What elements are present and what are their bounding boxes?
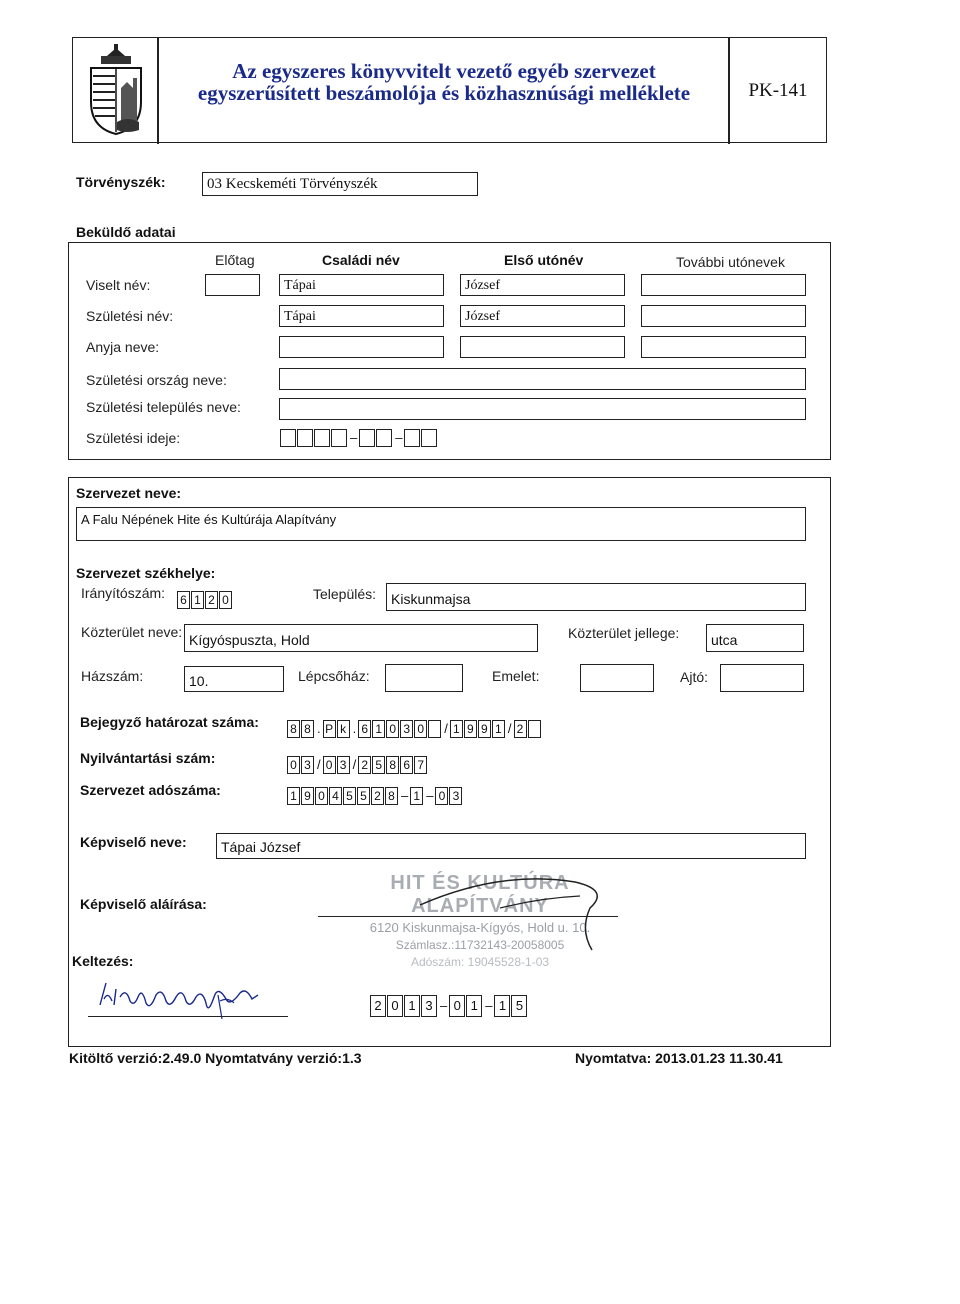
record-number-separator: / (352, 757, 357, 772)
record-number-digit-cell[interactable]: 3 (337, 756, 350, 774)
birth-date-month-cell[interactable] (376, 429, 392, 447)
city-label: Település: (313, 586, 377, 602)
street-type-label: Közterület jellege: (568, 625, 680, 641)
decision-number-digit-cell[interactable]: P (323, 720, 336, 738)
birth-date-boxes (280, 428, 438, 448)
decision-number-label: Bejegyző határozat száma: (80, 714, 259, 730)
stamp-signature-scribble (380, 860, 640, 965)
date-digit-cell[interactable]: 2 (370, 995, 386, 1017)
used-name-further-field[interactable] (641, 274, 806, 296)
used-name-family-field[interactable]: Tápai (279, 274, 444, 296)
record-number-separator: / (317, 757, 321, 772)
stamp-line-3: Számlasz.:11732143-20058005 (395, 938, 565, 952)
date-digit-cell[interactable]: 1 (494, 995, 510, 1017)
record-number-digit-cell[interactable]: 0 (323, 756, 336, 774)
date-digit-cell[interactable]: 5 (511, 995, 527, 1017)
tax-number-digit-cell[interactable]: 4 (329, 787, 342, 805)
birth-date-year-cell[interactable] (297, 429, 313, 447)
handwritten-signature (90, 975, 290, 1028)
birth-date-dash: – (395, 430, 403, 445)
decision-number-digit-cell[interactable]: 3 (400, 720, 413, 738)
date-separator: – (440, 998, 448, 1013)
tax-number-digit-cell[interactable]: 8 (385, 787, 398, 805)
mother-name-further-field[interactable] (641, 336, 806, 358)
org-name-field[interactable]: A Falu Népének Hite és Kultúrája Alapítvány (76, 507, 806, 541)
decision-number-separator: / (507, 721, 512, 736)
tax-number-digit-cell[interactable]: 5 (357, 787, 370, 805)
decision-number-boxes (287, 719, 542, 739)
date-signature-line (88, 1016, 288, 1017)
date-digit-cell[interactable]: 1 (466, 995, 482, 1017)
birth-date-day-cell[interactable] (404, 429, 420, 447)
zip-digit-cell[interactable]: 2 (205, 591, 218, 609)
birth-date-day-cell[interactable] (421, 429, 437, 447)
form-title (159, 60, 729, 104)
decision-number-digit-cell[interactable]: k (337, 720, 350, 738)
tax-number-digit-cell[interactable]: 5 (343, 787, 356, 805)
floor-field[interactable] (580, 664, 654, 692)
mother-name-family-field[interactable] (279, 336, 444, 358)
form-header (72, 37, 827, 143)
birth-date-label: Születési ideje: (86, 430, 181, 446)
form-title-line-1: Az egyszeres könyvvitelt vezető egyéb szervezet (232, 59, 656, 83)
street-type-field[interactable]: utca (706, 624, 804, 652)
record-number-digit-cell[interactable]: 7 (414, 756, 427, 774)
house-number-label: Házszám: (81, 668, 144, 684)
column-first-name: Első utónév (504, 252, 584, 268)
staircase-label: Lépcsőház: (298, 668, 370, 684)
record-number-label: Nyilvántartási szám: (80, 750, 216, 766)
decision-number-digit-cell[interactable]: 8 (301, 720, 314, 738)
court-field[interactable]: 03 Kecskeméti Törvényszék (202, 172, 478, 196)
zip-digit-cell[interactable]: 1 (191, 591, 204, 609)
record-number-digit-cell[interactable]: 0 (287, 756, 300, 774)
decision-number-digit-cell[interactable]: 9 (464, 720, 477, 738)
date-boxes (370, 996, 528, 1016)
staircase-field[interactable] (385, 664, 463, 692)
record-number-digit-cell[interactable]: 6 (400, 756, 413, 774)
decision-number-digit-cell[interactable]: 0 (386, 720, 399, 738)
birth-date-month-cell[interactable] (359, 429, 375, 447)
tax-number-label: Szervezet adószáma: (80, 782, 221, 798)
footer-printed: Nyomtatva: 2013.01.23 11.30.41 (575, 1050, 783, 1066)
decision-number-digit-cell[interactable] (428, 720, 441, 738)
tax-number-boxes (287, 786, 463, 806)
tax-number-digit-cell[interactable]: 9 (301, 787, 314, 805)
mother-name-label: Anyja neve: (86, 339, 160, 355)
stamp-line-1: HIT ÉS KULTÚRA ALAPÍTVÁNY (390, 872, 570, 917)
birth-place-label: Születési település neve: (86, 399, 241, 415)
door-field[interactable] (720, 664, 804, 692)
court-label: Törvényszék: (76, 174, 166, 190)
tax-number-digit-cell[interactable]: 3 (449, 787, 462, 805)
tax-number-digit-cell[interactable]: 2 (371, 787, 384, 805)
decision-number-digit-cell[interactable]: 1 (492, 720, 505, 738)
decision-number-digit-cell[interactable]: 2 (514, 720, 527, 738)
decision-number-digit-cell[interactable]: 6 (358, 720, 371, 738)
tax-number-digit-cell[interactable]: 1 (287, 787, 300, 805)
birth-date-year-cell[interactable] (331, 429, 347, 447)
date-digit-cell[interactable]: 3 (421, 995, 437, 1017)
birth-name-first-field[interactable]: József (460, 305, 625, 327)
used-name-label: Viselt név: (86, 277, 151, 293)
decision-number-separator: / (444, 721, 448, 736)
column-family-name: Családi név (322, 252, 400, 268)
date-separator: – (485, 998, 493, 1013)
used-name-first-field[interactable]: József (460, 274, 625, 296)
birth-name-further-field[interactable] (641, 305, 806, 327)
birth-country-label: Születési ország neve: (86, 372, 227, 388)
tax-number-digit-cell[interactable]: 1 (410, 787, 423, 805)
birth-country-field[interactable] (279, 368, 806, 390)
org-name-label: Szervezet neve: (76, 485, 182, 501)
column-prefix: Előtag (215, 252, 255, 268)
decision-number-digit-cell[interactable]: 9 (478, 720, 491, 738)
birth-date-year-cell[interactable] (280, 429, 296, 447)
floor-label: Emelet: (492, 668, 540, 684)
sender-section-label: Beküldő adatai (76, 224, 176, 240)
column-further-names: További utónevek (676, 254, 785, 270)
decision-number-separator: . (352, 721, 357, 736)
decision-number-digit-cell[interactable]: 8 (287, 720, 300, 738)
birth-date-dash: – (350, 430, 358, 445)
record-number-digit-cell[interactable]: 5 (372, 756, 385, 774)
decision-number-digit-cell[interactable]: 1 (372, 720, 385, 738)
decision-number-separator: . (317, 721, 321, 736)
representative-signature-label: Képviselő aláírása: (80, 896, 207, 912)
zip-digit-cell[interactable]: 6 (177, 591, 190, 609)
city-field[interactable]: Kiskunmajsa (386, 583, 806, 611)
street-field[interactable]: Kígyóspuszta, Hold (184, 624, 538, 652)
stamp-line-2: 6120 Kiskunmajsa-Kígyós, Hold u. 10. (369, 920, 591, 935)
birth-date-year-cell[interactable] (314, 429, 330, 447)
tax-number-separator: – (426, 788, 434, 803)
birth-place-field[interactable] (279, 398, 806, 420)
door-label: Ajtó: (680, 669, 709, 685)
date-digit-cell[interactable]: 1 (404, 995, 420, 1017)
tax-number-separator: – (401, 788, 409, 803)
representative-name-label: Képviselő neve: (80, 834, 187, 850)
decision-number-digit-cell[interactable]: 0 (414, 720, 427, 738)
date-label: Keltezés: (72, 953, 134, 969)
tax-number-digit-cell[interactable]: 0 (315, 787, 328, 805)
coat-of-arms-icon (77, 42, 155, 138)
birth-name-family-field[interactable]: Tápai (279, 305, 444, 327)
date-digit-cell[interactable]: 0 (449, 995, 465, 1017)
street-label: Közterület neve: (81, 624, 183, 640)
footer-version: Kitöltő verzió:2.49.0 Nyomtatvány verzió:1.3 (69, 1050, 362, 1066)
record-number-digit-cell[interactable]: 8 (386, 756, 399, 774)
org-seat-label: Szervezet székhelye: (76, 565, 216, 581)
birth-name-label: Születési név: (86, 308, 174, 324)
record-number-boxes (287, 755, 428, 775)
record-number-digit-cell[interactable]: 3 (301, 756, 314, 774)
mother-name-first-field[interactable] (460, 336, 625, 358)
date-digit-cell[interactable]: 0 (387, 995, 403, 1017)
zip-boxes (177, 590, 233, 610)
tax-number-digit-cell[interactable]: 0 (435, 787, 448, 805)
decision-number-digit-cell[interactable]: 1 (450, 720, 463, 738)
house-number-field[interactable]: 10. (184, 666, 284, 692)
record-number-digit-cell[interactable]: 2 (358, 756, 371, 774)
zip-label: Irányítószám: (81, 585, 166, 601)
stamp-line-4: Adószám: 19045528-1-03 (410, 955, 550, 969)
used-name-prefix-field[interactable] (205, 274, 260, 296)
zip-digit-cell[interactable]: 0 (219, 591, 232, 609)
form-code: PK-141 (748, 80, 808, 101)
form-title-line-2: egyszerűsített beszámolója és közhasznúsági melléklete (197, 81, 691, 105)
decision-number-digit-cell[interactable] (528, 720, 541, 738)
representative-name-field[interactable]: Tápai József (216, 833, 806, 859)
